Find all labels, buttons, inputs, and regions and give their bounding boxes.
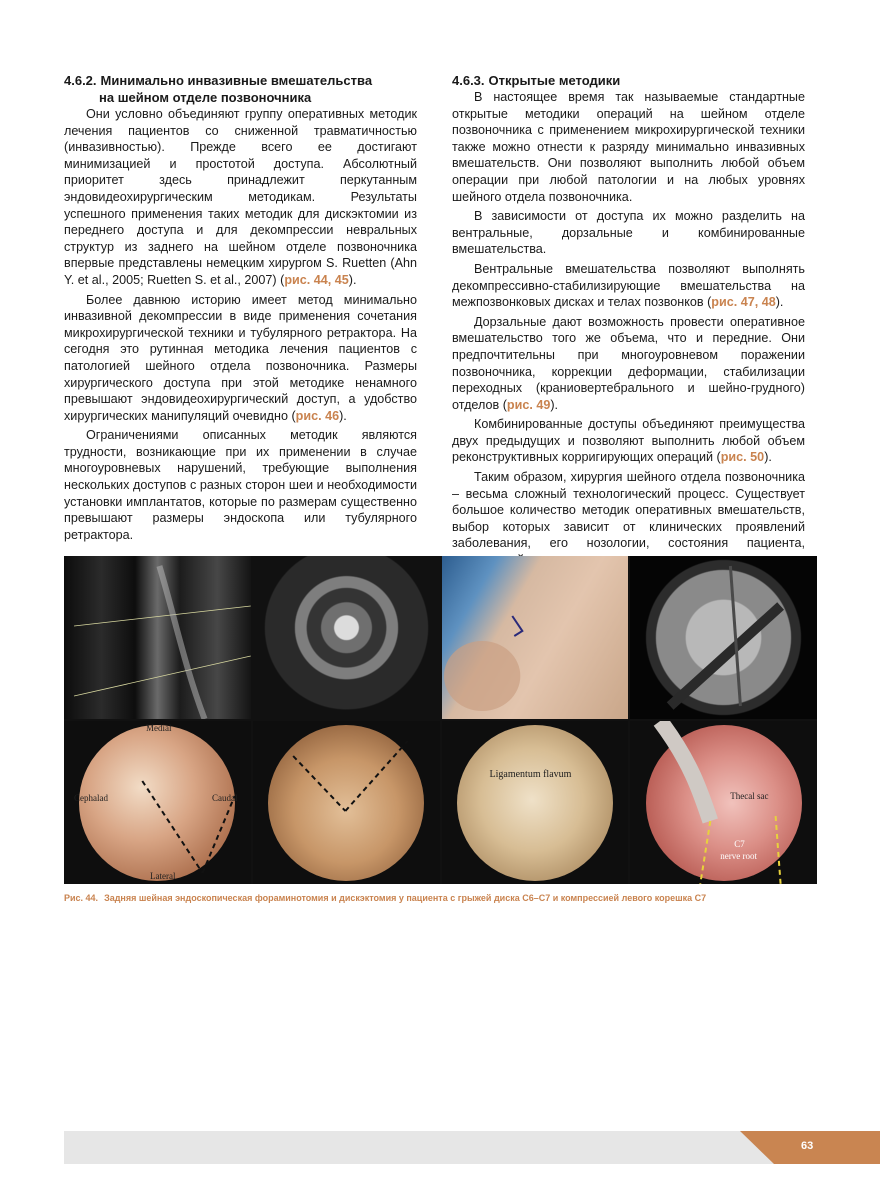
section-number: 4.6.3. bbox=[452, 73, 485, 88]
figure-top-row bbox=[64, 556, 817, 719]
label-c7: C7 bbox=[734, 839, 745, 849]
paragraph-text: ). bbox=[339, 408, 347, 423]
paragraph: В настоящее время так называемые стандартные открытые методики операций на шейном отделе позвоночника с применением микрохирургической техники также можно отнести к разряду минимально инвазивных вмешательств. Они позволяют выполнить любой объем операции при любой патологии и на любых уровнях шейного отдела позвоночника. bbox=[452, 90, 805, 204]
label-nerve-root: nerve root bbox=[720, 851, 757, 861]
paragraph-text: ). bbox=[775, 295, 784, 310]
paragraph: Таким образом, хирургия шейного отдела позвоночника – весьма сложный технологический процесс. Существует большое количество методик оперативных вмешательств, выбор которых зависит от клинических проявлений заболевания, его нозологии, состояния пациента, bbox=[452, 470, 805, 551]
paragraph-text: Дорзальные дают возможность провести оперативное вмешательство того же объема, что и передние. Они предпочтительны при многоуровневом поражении позвоночника, коррекции деформации, стабилизации переходных (краниовертебрального и шейно-грудного) отделов ( bbox=[452, 314, 805, 412]
paragraph-text: Более давнюю историю имеет метод минимально инвазивной декомпрессии в виде применения сочетания микрохирургической техники и тубулярного ретрактора. На сегодня это рутинная методика лечения пациентов с патологией шейного отдела позвоночника. Размеры хирургического доступа при этой методике ненамного превышают эндовидеохирургический доступ, а удобство хирургических манипуляций очевидно ( bbox=[64, 292, 417, 423]
label-lateral: Lateral bbox=[150, 871, 176, 881]
instrument-shadow bbox=[630, 556, 817, 719]
figure-reference-link[interactable]: рис. 47, 48 bbox=[711, 295, 776, 310]
paragraph: В зависимости от доступа их можно разделить на вентральные, дорзальные и комбинированные вмешательства. bbox=[452, 209, 805, 257]
paragraph-text: Они условно объединяют группу оперативных методик лечения пациентов со сниженной травматичностью (инвазивностью). Прежде всего ее достигают минимизацией и простотой доступа. Абсолютный приоритет здесь принадлежит перкутанным эндовидеохирургическим методикам. Результаты успешного применения таких методик для дискэктомии из переднего доступа и для декомпрессии невральных структур из заднего на шейном отделе позвоночника впервые представлены немецким хирургом S. Ruetten (Ahn Y. et al., 2005; Ruetten S. et al., 2007) ( bbox=[64, 107, 417, 287]
endoscopic-view-1 bbox=[64, 721, 251, 884]
page-number: 63 bbox=[801, 1140, 814, 1152]
figure-reference-link[interactable]: рис. 50 bbox=[720, 450, 765, 465]
section-heading-4-6-3 bbox=[452, 72, 805, 89]
paragraph-text: Вентральные вмешательства позволяют выполнять декомпрессивно-стабилизирующие вмешательства на межпозвонковых дисках и телах позвонков ( bbox=[452, 261, 805, 310]
label-cephalad: Cephalad bbox=[74, 793, 108, 803]
endoscopic-view-2 bbox=[253, 721, 440, 884]
label-thecal-sac: Thecal sac bbox=[730, 791, 769, 801]
paragraph bbox=[452, 314, 805, 414]
paragraph-text: ). bbox=[764, 450, 772, 465]
sagittal-mri-image bbox=[64, 556, 251, 719]
endoscope-circle bbox=[457, 725, 613, 881]
endoscopic-view-3 bbox=[442, 721, 629, 884]
axial-mri-image bbox=[253, 556, 440, 719]
paragraph-text: Комбинированные доступы объединяют преимущества двух предыдущих и позволяют выполнить любой объем реконструктивных корригирующих операций ( bbox=[452, 417, 805, 465]
figure-number: Рис. 44. bbox=[64, 893, 99, 903]
mri-slice-lines bbox=[64, 556, 251, 719]
label-caudal: Caudal bbox=[212, 793, 238, 803]
paragraph bbox=[452, 261, 805, 311]
paragraph bbox=[64, 106, 417, 289]
paragraph-text: ). bbox=[550, 397, 559, 412]
patient-neck-photo bbox=[442, 556, 629, 719]
figure-reference-link[interactable]: рис. 44, 45 bbox=[284, 272, 349, 287]
fluoroscopy-image bbox=[630, 556, 817, 719]
section-title-line1: Минимально инвазивные вмешательства bbox=[100, 73, 373, 88]
caption-text: Задняя шейная эндоскопическая фораминотомия и дискэктомия у пациента с грыжей диска С6–С7 и компрессией левого корешка С7 bbox=[104, 893, 707, 903]
paragraph-text: ). bbox=[348, 272, 357, 287]
figure-caption bbox=[64, 893, 824, 903]
section-title-line2: на шейном отделе позвоночника bbox=[99, 90, 312, 105]
figure-bottom-row bbox=[64, 721, 817, 884]
skin-marking bbox=[442, 556, 629, 719]
section-title: Открытые методики bbox=[488, 73, 621, 88]
figure-44 bbox=[64, 556, 817, 884]
figure-reference-link[interactable]: рис. 49 bbox=[506, 397, 551, 412]
label-ligamentum-flavum: Ligamentum flavum bbox=[489, 769, 572, 780]
section-number: 4.6.2. bbox=[64, 73, 97, 88]
paragraph bbox=[452, 416, 805, 466]
paragraph bbox=[64, 292, 417, 425]
figure-reference-link[interactable]: рис. 46 bbox=[295, 408, 340, 423]
paragraph: Ограничениями описанных методик являются трудности, возникающие при их применении в случае многоуровневых нарушений, требующие выполнения нескольких доступов с разных сторон шеи и необходимости установки имплантатов, которые по размерам существенно превышают размеры эндоскопа или тубулярного ретрактора. bbox=[64, 428, 417, 542]
dashed-v-marking bbox=[253, 721, 440, 884]
right-column bbox=[452, 72, 805, 588]
section-heading-4-6-2 bbox=[64, 72, 417, 106]
left-column bbox=[64, 72, 417, 546]
label-medial: Medial bbox=[146, 723, 172, 733]
endoscopic-view-4 bbox=[630, 721, 817, 884]
